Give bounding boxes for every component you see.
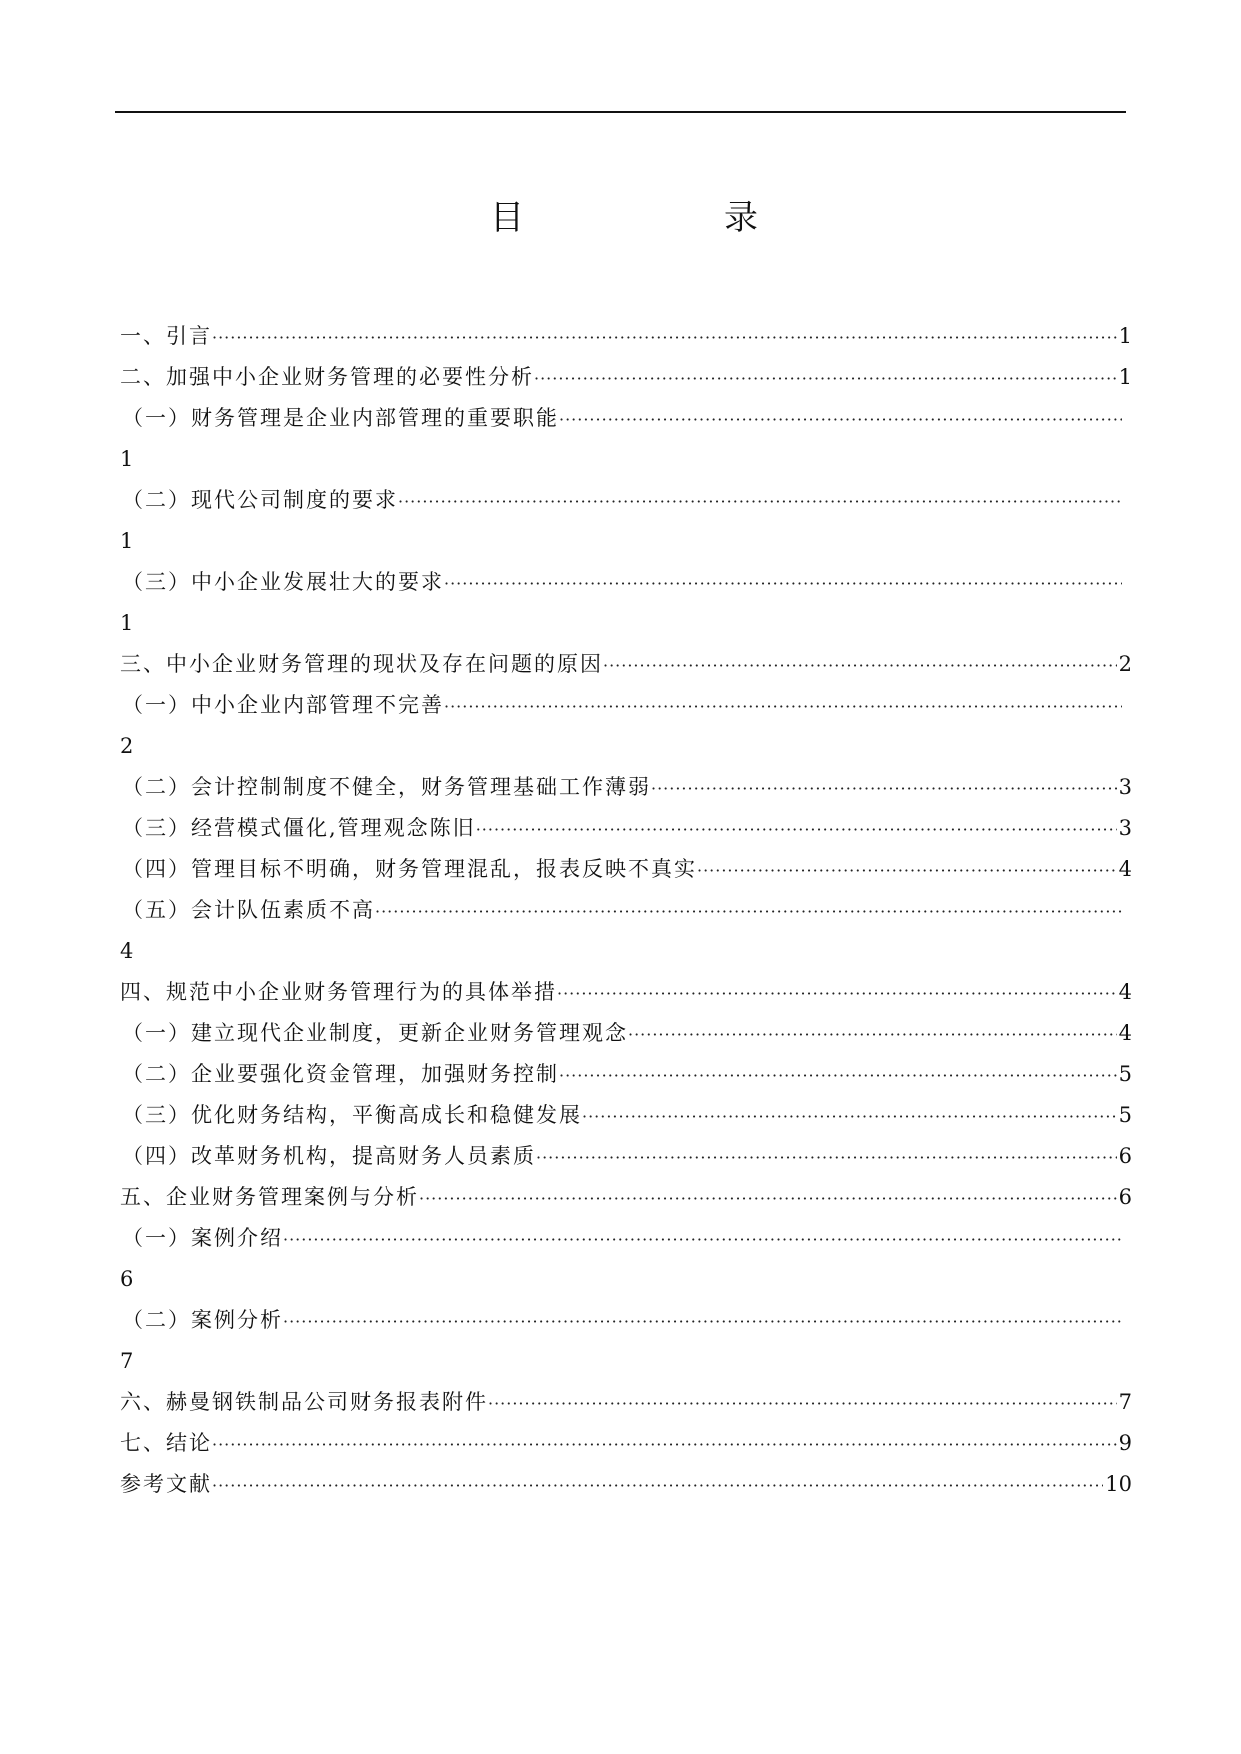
toc-title [0,188,1241,248]
toc-entry-label: （三）优化财务结构，平衡高成长和稳健发展 [122,1103,582,1127]
toc-leader-dots [582,1096,1117,1137]
toc-entry-label: （二）现代公司制度的要求 [122,488,398,512]
toc-page-number: 1 [120,529,134,553]
toc-entry-label: 五、企业财务管理案例与分析 [120,1185,419,1209]
toc-leader-dots [212,1424,1117,1465]
toc-entry-label: 参考文献 [120,1472,212,1496]
toc-page-number: 2 [1118,652,1132,676]
toc-page-number: 1 [1118,365,1132,389]
toc-leader-dots [603,645,1117,686]
toc-page-number: 10 [1105,1472,1132,1496]
toc-entry-label: （四）管理目标不明确，财务管理混乱，报表反映不真实 [122,857,697,881]
toc-leader-dots [476,809,1117,850]
toc-entry-label: 三、中小企业财务管理的现状及存在问题的原因 [120,652,603,676]
toc-page-number: 5 [1118,1062,1132,1086]
toc-entry[interactable] [120,1464,1132,1505]
toc-leader-dots [628,1014,1117,1055]
toc-page-number: 3 [1118,775,1132,799]
toc-page-number: 4 [1118,857,1132,881]
toc-entry-label: （二）案例分析 [122,1308,283,1332]
toc-title-char-2: 录 [724,198,758,238]
toc-entry[interactable] [120,562,1132,603]
toc-page-number: 7 [1118,1390,1132,1414]
toc-entry-label: （五）会计队伍素质不高 [122,898,375,922]
toc-entry-label: 六、赫曼钢铁制品公司财务报表附件 [120,1390,488,1414]
toc-leader-dots [488,1383,1117,1424]
toc-entry[interactable] [120,1382,1132,1423]
toc-entry-label: （二）会计控制制度不健全，财务管理基础工作薄弱 [122,775,651,799]
toc-entry[interactable] [120,644,1132,685]
toc-entry-label: （四）改革财务机构，提高财务人员素质 [122,1144,536,1168]
toc-page-number: 6 [120,1267,134,1291]
toc-entry[interactable] [120,398,1132,439]
toc-entry-label: （二）企业要强化资金管理，加强财务控制 [122,1062,559,1086]
toc-entry-label: （一）建立现代企业制度，更新企业财务管理观念 [122,1021,628,1045]
toc-leader-dots [697,850,1117,891]
toc-page-number: 4 [1118,1021,1132,1045]
toc-entry[interactable] [120,767,1132,808]
toc-entry[interactable] [120,1054,1132,1095]
toc-entry[interactable] [120,1300,1132,1341]
toc-page-number: 1 [1118,324,1132,348]
toc-leader-dots [283,1301,1122,1342]
toc-leader-dots [559,399,1122,440]
toc-page-number: 3 [1118,816,1132,840]
toc-entry-label: 二、加强中小企业财务管理的必要性分析 [120,365,534,389]
toc-entry-label: （一）中小企业内部管理不完善 [122,693,444,717]
toc-leader-dots [398,481,1122,522]
toc-entry-label: （三）经营模式僵化,管理观念陈旧 [122,816,476,840]
toc-entry[interactable] [120,1423,1132,1464]
toc-page-number: 9 [1118,1431,1132,1455]
toc-entry-label: （三）中小企业发展壮大的要求 [122,570,444,594]
toc-list [120,316,1132,1505]
toc-entry-label: 一、引言 [120,324,212,348]
toc-entry[interactable] [120,808,1132,849]
toc-entry[interactable] [120,685,1132,726]
toc-leader-dots [559,1055,1117,1096]
toc-leader-dots [536,1137,1117,1178]
toc-entry[interactable] [120,316,1132,357]
toc-page-number: 7 [120,1349,134,1373]
toc-entry-label: （一）财务管理是企业内部管理的重要职能 [122,406,559,430]
toc-page-number: 6 [1118,1144,1132,1168]
toc-page-number: 4 [1118,980,1132,1004]
toc-page-number: 5 [1118,1103,1132,1127]
toc-entry[interactable] [120,1013,1132,1054]
toc-page-number: 6 [1118,1185,1132,1209]
toc-entry[interactable] [120,1177,1132,1218]
toc-entry[interactable] [120,972,1132,1013]
toc-leader-dots [283,1219,1122,1260]
toc-entry-label: 四、规范中小企业财务管理行为的具体举措 [120,980,557,1004]
toc-entry[interactable] [120,849,1132,890]
toc-leader-dots [212,1465,1103,1506]
toc-entry[interactable] [120,890,1132,931]
toc-entry-label: 七、结论 [120,1431,212,1455]
toc-entry[interactable] [120,480,1132,521]
toc-entry[interactable] [120,357,1132,398]
toc-leader-dots [444,686,1122,727]
toc-page-number: 2 [120,734,134,758]
toc-leader-dots [557,973,1117,1014]
toc-leader-dots [444,563,1122,604]
toc-page-number: 1 [120,611,134,635]
toc-entry[interactable] [120,1218,1132,1259]
toc-page-number: 4 [120,939,134,963]
toc-leader-dots [419,1178,1117,1219]
toc-leader-dots [375,891,1122,932]
toc-leader-dots [212,317,1117,358]
toc-leader-dots [534,358,1117,399]
toc-entry[interactable] [120,1095,1132,1136]
toc-title-char-1: 目 [490,198,524,238]
toc-entry-label: （一）案例介绍 [122,1226,283,1250]
toc-entry[interactable] [120,1136,1132,1177]
header-rule [115,111,1126,113]
toc-page-number: 1 [120,447,134,471]
toc-leader-dots [651,768,1117,809]
